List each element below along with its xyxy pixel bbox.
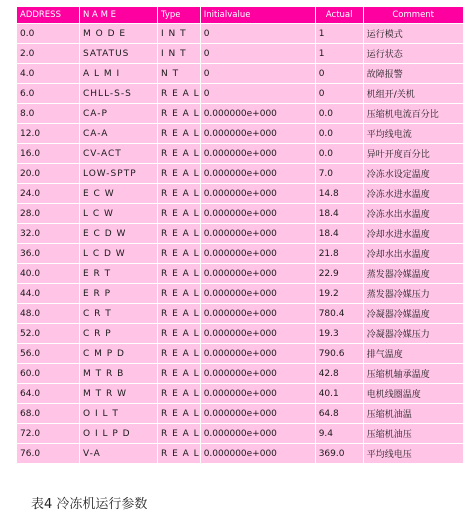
cell-name: C R P [80, 324, 158, 344]
cell-actual: 40.1 [315, 384, 363, 404]
cell-comment: 平均线电流 [363, 124, 463, 144]
cell-comment: 冷凝器冷媒温度 [363, 304, 463, 324]
cell-name: CA-P [80, 104, 158, 124]
cell-type: R E A L [158, 204, 201, 224]
cell-name: E C D W [80, 224, 158, 244]
cell-initial-value: 0.000000e+000 [200, 124, 315, 144]
cell-type: R E A L [158, 384, 201, 404]
cell-address: 60.0 [17, 364, 80, 384]
cell-comment: 压缩机电流百分比 [363, 104, 463, 124]
cell-comment: 冷冻水出水温度 [363, 204, 463, 224]
cell-actual: 1 [315, 24, 363, 44]
cell-name: C M P D [80, 344, 158, 364]
cell-address: 48.0 [17, 304, 80, 324]
cell-comment: 电机线圈温度 [363, 384, 463, 404]
table-row [17, 24, 464, 44]
cell-type: R E A L [158, 124, 201, 144]
cell-type: N T [158, 64, 201, 84]
cell-initial-value: 0.000000e+000 [200, 384, 315, 404]
header-comment: Comment [363, 7, 463, 24]
cell-comment: 冷却水进水温度 [363, 224, 463, 244]
cell-address: 72.0 [17, 424, 80, 444]
table-row [17, 324, 464, 344]
cell-initial-value: 0.000000e+000 [200, 404, 315, 424]
cell-type: R E A L [158, 84, 201, 104]
header-initial-value: Initialvalue [200, 7, 315, 24]
cell-address: 2.0 [17, 44, 80, 64]
cell-type: R E A L [158, 264, 201, 284]
cell-actual: 42.8 [315, 364, 363, 384]
table-row [17, 384, 464, 404]
cell-name: M T R B [80, 364, 158, 384]
cell-comment: 异叶开度百分比 [363, 144, 463, 164]
cell-address: 44.0 [17, 284, 80, 304]
cell-address: 56.0 [17, 344, 80, 364]
table-row [17, 184, 464, 204]
cell-actual: 64.8 [315, 404, 363, 424]
cell-comment: 故障报警 [363, 64, 463, 84]
cell-comment: 冷冻水设定温度 [363, 164, 463, 184]
cell-actual: 18.4 [315, 224, 363, 244]
cell-type: R E A L [158, 304, 201, 324]
table-row [17, 64, 464, 84]
table-row [17, 264, 464, 284]
cell-initial-value: 0 [200, 84, 315, 104]
cell-address: 76.0 [17, 444, 80, 464]
cell-type: I N T [158, 44, 201, 64]
cell-name: A L M I [80, 64, 158, 84]
cell-initial-value: 0.000000e+000 [200, 324, 315, 344]
table-row [17, 304, 464, 324]
table-body [17, 24, 464, 464]
cell-address: 32.0 [17, 224, 80, 244]
cell-name: L C W [80, 204, 158, 224]
cell-name: SATATUS [80, 44, 158, 64]
table-row [17, 244, 464, 264]
cell-name: O I L P D [80, 424, 158, 444]
cell-address: 16.0 [17, 144, 80, 164]
cell-initial-value: 0.000000e+000 [200, 184, 315, 204]
cell-comment: 运行状态 [363, 44, 463, 64]
cell-actual: 369.0 [315, 444, 363, 464]
cell-address: 4.0 [17, 64, 80, 84]
cell-actual: 19.2 [315, 284, 363, 304]
table-row [17, 44, 464, 64]
parameter-table [16, 6, 464, 464]
table-row [17, 224, 464, 244]
cell-name: E R T [80, 264, 158, 284]
cell-comment: 机组开/关机 [363, 84, 463, 104]
cell-address: 36.0 [17, 244, 80, 264]
table-row [17, 164, 464, 184]
header-address: ADDRESS [17, 7, 80, 24]
cell-type: R E A L [158, 424, 201, 444]
cell-type: R E A L [158, 104, 201, 124]
cell-type: I N T [158, 24, 201, 44]
header-name: N A M E [80, 7, 158, 24]
cell-name: LOW-SPTP [80, 164, 158, 184]
cell-initial-value: 0.000000e+000 [200, 264, 315, 284]
cell-comment: 蒸发器冷媒压力 [363, 284, 463, 304]
cell-address: 20.0 [17, 164, 80, 184]
table-row [17, 124, 464, 144]
cell-actual: 0 [315, 64, 363, 84]
table-row [17, 364, 464, 384]
cell-name: O I L T [80, 404, 158, 424]
cell-actual: 22.9 [315, 264, 363, 284]
table-row [17, 404, 464, 424]
cell-address: 64.0 [17, 384, 80, 404]
cell-name: M O D E [80, 24, 158, 44]
cell-comment: 冷凝器冷媒压力 [363, 324, 463, 344]
cell-name: E R P [80, 284, 158, 304]
cell-comment: 冷却水出水温度 [363, 244, 463, 264]
table-row [17, 424, 464, 444]
cell-type: R E A L [158, 244, 201, 264]
cell-actual: 0.0 [315, 144, 363, 164]
cell-comment: 压缩机油压 [363, 424, 463, 444]
cell-actual: 0.0 [315, 124, 363, 144]
cell-type: R E A L [158, 284, 201, 304]
cell-address: 0.0 [17, 24, 80, 44]
cell-comment: 排气温度 [363, 344, 463, 364]
table-row [17, 144, 464, 164]
cell-initial-value: 0.000000e+000 [200, 364, 315, 384]
cell-type: R E A L [158, 144, 201, 164]
cell-name: CHLL-S-S [80, 84, 158, 104]
cell-name: M T R W [80, 384, 158, 404]
table-row [17, 284, 464, 304]
cell-type: R E A L [158, 364, 201, 384]
cell-comment: 蒸发器冷媒温度 [363, 264, 463, 284]
cell-initial-value: 0.000000e+000 [200, 104, 315, 124]
cell-initial-value: 0.000000e+000 [200, 304, 315, 324]
cell-address: 52.0 [17, 324, 80, 344]
cell-actual: 21.8 [315, 244, 363, 264]
cell-comment: 运行模式 [363, 24, 463, 44]
cell-address: 68.0 [17, 404, 80, 424]
cell-actual: 19.3 [315, 324, 363, 344]
cell-name: CA-A [80, 124, 158, 144]
cell-initial-value: 0.000000e+000 [200, 244, 315, 264]
cell-actual: 9.4 [315, 424, 363, 444]
cell-type: R E A L [158, 184, 201, 204]
table-row [17, 204, 464, 224]
cell-initial-value: 0.000000e+000 [200, 164, 315, 184]
cell-actual: 790.6 [315, 344, 363, 364]
table-row [17, 444, 464, 464]
cell-name: V-A [80, 444, 158, 464]
cell-name: L C D W [80, 244, 158, 264]
cell-initial-value: 0.000000e+000 [200, 444, 315, 464]
cell-initial-value: 0.000000e+000 [200, 204, 315, 224]
cell-address: 40.0 [17, 264, 80, 284]
cell-type: R E A L [158, 164, 201, 184]
cell-initial-value: 0.000000e+000 [200, 224, 315, 244]
table-row [17, 104, 464, 124]
cell-address: 24.0 [17, 184, 80, 204]
cell-address: 12.0 [17, 124, 80, 144]
header-actual: Actual [315, 7, 363, 24]
cell-initial-value: 0.000000e+000 [200, 424, 315, 444]
table-row [17, 344, 464, 364]
cell-name: E C W [80, 184, 158, 204]
cell-address: 28.0 [17, 204, 80, 224]
cell-type: R E A L [158, 344, 201, 364]
cell-name: C R T [80, 304, 158, 324]
cell-name: CV-ACT [80, 144, 158, 164]
table-header-row [17, 7, 464, 24]
cell-initial-value: 0.000000e+000 [200, 344, 315, 364]
cell-actual: 780.4 [315, 304, 363, 324]
cell-comment: 压缩机轴承温度 [363, 364, 463, 384]
cell-initial-value: 0.000000e+000 [200, 144, 315, 164]
cell-comment: 平均线电压 [363, 444, 463, 464]
cell-actual: 7.0 [315, 164, 363, 184]
cell-address: 6.0 [17, 84, 80, 104]
cell-initial-value: 0 [200, 64, 315, 84]
cell-initial-value: 0 [200, 44, 315, 64]
cell-actual: 0 [315, 84, 363, 104]
header-type: Type [158, 7, 201, 24]
cell-actual: 0.0 [315, 104, 363, 124]
cell-comment: 压缩机油温 [363, 404, 463, 424]
cell-actual: 14.8 [315, 184, 363, 204]
cell-type: R E A L [158, 224, 201, 244]
cell-initial-value: 0 [200, 24, 315, 44]
cell-comment: 冷冻水进水温度 [363, 184, 463, 204]
cell-initial-value: 0.000000e+000 [200, 284, 315, 304]
cell-actual: 18.4 [315, 204, 363, 224]
table-caption: 表4 冷冻机运行参数 [31, 497, 148, 512]
cell-type: R E A L [158, 404, 201, 424]
cell-address: 8.0 [17, 104, 80, 124]
cell-type: R E A L [158, 444, 201, 464]
table-row [17, 84, 464, 104]
cell-actual: 1 [315, 44, 363, 64]
cell-type: R E A L [158, 324, 201, 344]
